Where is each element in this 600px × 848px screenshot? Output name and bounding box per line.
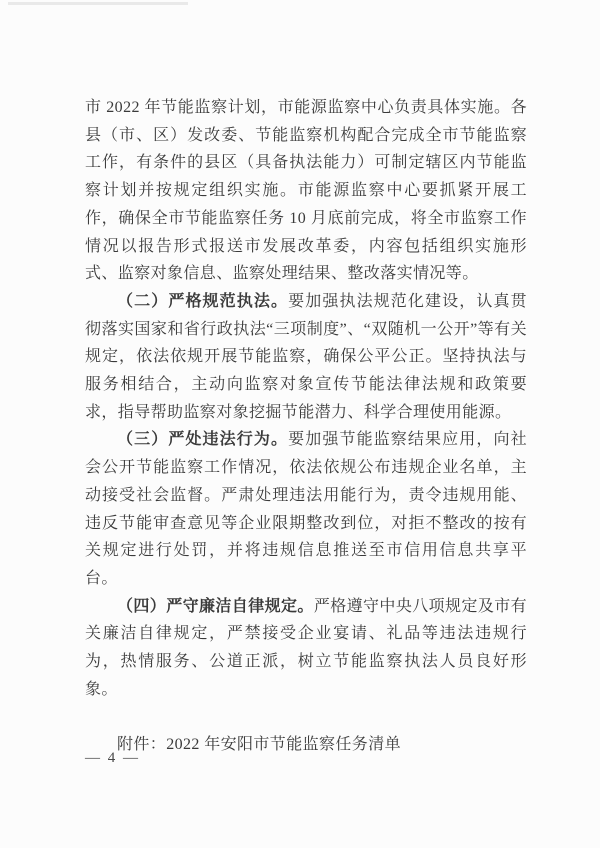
paragraph-lead: （三）严处违法行为。 (117, 431, 289, 449)
paragraph (85, 94, 527, 288)
document-body (85, 94, 527, 759)
paragraph-lead: （四）严守廉洁自律规定。 (117, 597, 314, 615)
paragraph (85, 288, 527, 427)
paragraph-body: 要加强执法规范化建设，认真贯彻落实国家和省行政执法“三项制度”、“双随机一公开”等有关规定，依法依规开展节能监察，确保公平公正。坚持执法与服务相结合，主动向监察对象宣传节能法律法规和政策要求，指导帮助监察对象挖掘节能潜力、科学合理使用能源。 (85, 292, 527, 421)
paragraph (85, 426, 527, 592)
scan-artifact (8, 2, 188, 5)
page-number: — 4 — (85, 750, 140, 766)
paragraph (85, 593, 527, 704)
paragraph-body: 要加强节能监察结果应用，向社会公开节能监察工作情况，依法依规公布违规企业名单，主动接受社会监督。严肃处理违法用能行为，责令违规用能、违反节能审查意见等企业限期整改到位，对拒不整改的按有关规定进行处罚，并将违规信息推送至市信用信息共享平台。 (85, 431, 527, 587)
attachment-line: 附件：2022 年安阳市节能监察任务清单 (117, 736, 402, 754)
paragraph-body: 市 2022 年节能监察计划，市能源监察中心负责具体实施。各县（市、区）发改委、节能监察机构配合完成全市节能监察工作，有条件的县区（具备执法能力）可制定辖区内节能监察计划并按规定组织实施。市能源监察中心要抓紧开展工作，确保全市节能监察任务 10 月底前完成，将全市监察工作情况以报告形式报送市发展改革委，内容包括组织实施形式、监察对象信息、监察处理结果、整改落实情况等。 (85, 99, 527, 283)
paragraph-body: 严格遵守中央八项规定及市有关廉洁自律规定，严禁接受企业宴请、礼品等违法违规行为，热情服务、公道正派，树立节能监察执法人员良好形象。 (85, 597, 528, 698)
paragraph-lead: （二）严格规范执法。 (117, 292, 289, 310)
